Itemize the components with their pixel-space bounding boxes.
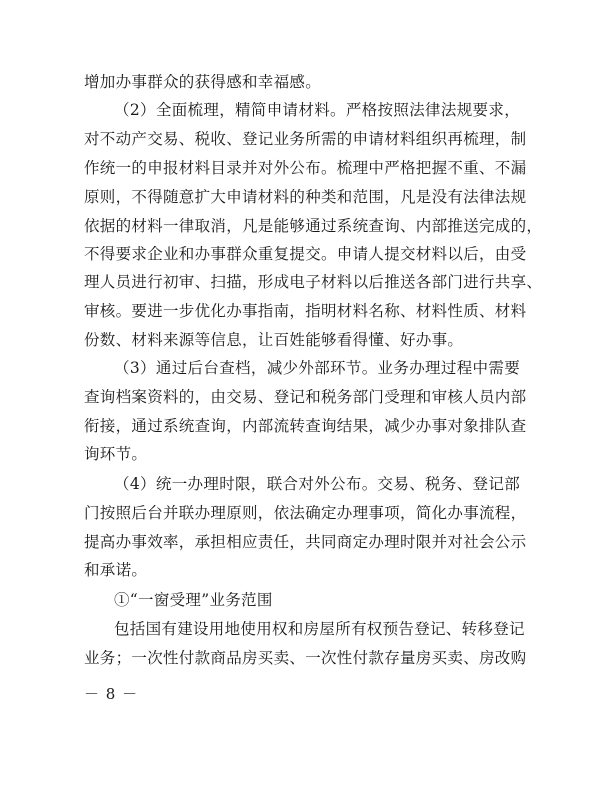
- text-line: 询环节。: [84, 445, 148, 463]
- section-4-heading-line: （4）统一办理时限，联合对外公布。交易、税务、登记部: [114, 475, 520, 493]
- text-line: 门按照后台并联办理原则，依法确定办理事项，简化办事流程，: [84, 504, 527, 522]
- text-line: 对不动产交易、税收、登记业务所需的申请材料组织再梳理，制: [84, 130, 527, 148]
- text-line: 和承诺。: [84, 561, 148, 579]
- text-line: 份数、材料来源等信息，让百姓能够看得懂、好办事。: [84, 331, 464, 349]
- text-line: 业务；一次性付款商品房买卖、一次性付款存量房买卖、房改购: [84, 649, 527, 667]
- text-line: 衔接，通过系统查询，内部流转查询结果，减少办事对象排队查: [84, 417, 527, 435]
- text-line: 不得要求企业和办事群众重复提交。申请人提交材料以后，由受: [84, 245, 527, 263]
- page-number: － 8 －: [84, 685, 139, 703]
- text-line: 作统一的申报材料目录并对外公布。梳理中严格把握不重、不漏: [84, 159, 527, 177]
- text-line: 审核。要进一步优化办事指南，指明材料名称、材料性质、材料: [84, 302, 527, 320]
- section-3-heading-line: （3）通过后台查档，减少外部环节。业务办理过程中需要: [114, 359, 520, 377]
- subsection-heading: ①“一窗受理”业务范围: [114, 591, 273, 609]
- text-line: 原则，不得随意扩大申请材料的种类和范围，凡是没有法律法规: [84, 188, 527, 206]
- text-line: 包括国有建设用地使用权和房屋所有权预告登记、转移登记: [114, 620, 525, 638]
- section-2-heading-line: （2）全面梳理，精简申请材料。严格按照法律法规要求，: [114, 101, 520, 119]
- text-line: 增加办事群众的获得感和幸福感。: [84, 73, 322, 91]
- text-line: 提高办事效率，承担相应责任，共同商定办理时限并对社会公示: [84, 533, 527, 551]
- text-line: 查询档案资料的，由交易、登记和税务部门受理和审核人员内部: [84, 388, 527, 406]
- text-line: 理人员进行初审、扫描，形成电子材料以后推送各部门进行共享、: [84, 273, 543, 291]
- text-line: 依据的材料一律取消，凡是能够通过系统查询、内部推送完成的，: [84, 217, 543, 235]
